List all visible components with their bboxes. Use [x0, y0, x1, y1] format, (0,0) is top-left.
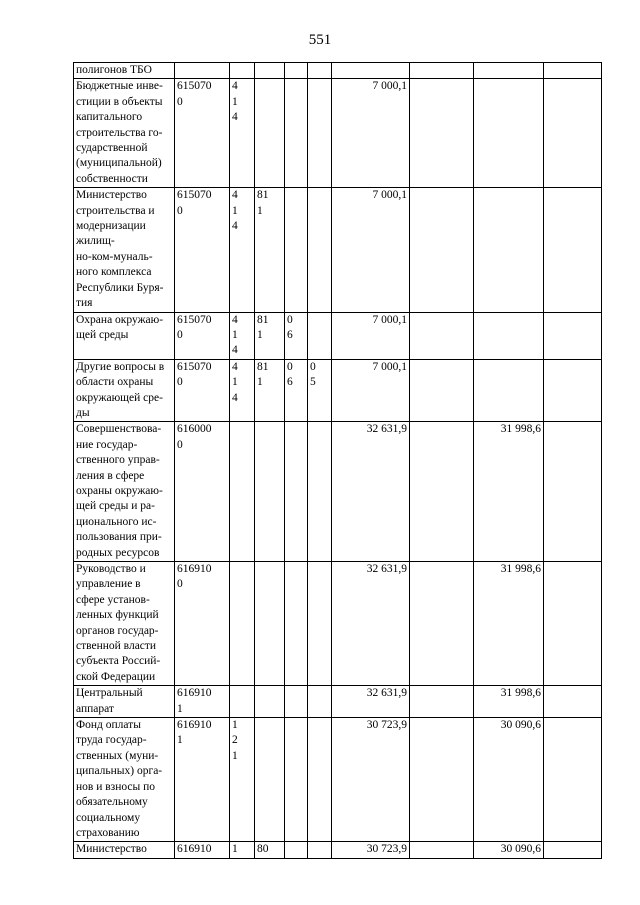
amount-year1-cell: 32 631,9 — [332, 562, 410, 686]
amount-year3-cell: 31 998,6 — [474, 422, 544, 562]
admin-code-cell: 81 1 — [255, 312, 285, 359]
amount-year2-cell — [410, 842, 474, 858]
expense-type-cell: 4 1 4 — [230, 312, 255, 359]
amount-year1-cell: 32 631,9 — [332, 422, 410, 562]
subsection-cell — [308, 562, 332, 686]
row-name-cell: Фонд оплаты труда государ- ственных (муни- ципальных) орга- нов и взносы по обязательному социальному страхованию — [74, 718, 175, 842]
section-cell — [285, 686, 308, 718]
amount-year1-cell: 7 000,1 — [332, 188, 410, 312]
expense-type-cell — [230, 422, 255, 562]
target-code-cell: 615070 0 — [175, 188, 230, 312]
row-name-cell: Охрана окружаю- щей среды — [74, 312, 175, 359]
subsection-cell — [308, 63, 332, 79]
row-name-cell: Бюджетные инве- стиции в объекты капитального строительства го- сударственной (муниципальной) собственности — [74, 79, 175, 188]
table-row — [74, 686, 602, 718]
table-row — [74, 842, 602, 858]
row-name-cell: полигонов ТБО — [74, 63, 175, 79]
amount-year3-cell: 30 090,6 — [474, 718, 544, 842]
amount-year3-cell — [474, 359, 544, 422]
section-cell — [285, 188, 308, 312]
target-code-cell: 616910 0 — [175, 562, 230, 686]
amount-year1-cell: 7 000,1 — [332, 359, 410, 422]
amount-year4-cell — [544, 422, 602, 562]
amount-year1-cell: 30 723,9 — [332, 842, 410, 858]
amount-year1-cell: 32 631,9 — [332, 686, 410, 718]
row-name-cell: Министерство строительства и модернизации жилищ- но-ком-муналь- ного комплекса Республики Буря- тия — [74, 188, 175, 312]
target-code-cell: 616910 1 — [175, 686, 230, 718]
amount-year2-cell — [410, 188, 474, 312]
table-row — [74, 718, 602, 842]
admin-code-cell — [255, 79, 285, 188]
amount-year2-cell — [410, 686, 474, 718]
admin-code-cell: 81 1 — [255, 359, 285, 422]
amount-year4-cell — [544, 79, 602, 188]
admin-code-cell: 80 — [255, 842, 285, 858]
target-code-cell: 615070 0 — [175, 312, 230, 359]
amount-year4-cell — [544, 842, 602, 858]
table-row — [74, 312, 602, 359]
row-name-cell: Центральный аппарат — [74, 686, 175, 718]
amount-year1-cell: 7 000,1 — [332, 79, 410, 188]
row-name-cell: Другие вопросы в области охраны окружающей сре- ды — [74, 359, 175, 422]
row-name-cell: Руководство и управление в сфере установ- ленных функций органов государ- ственной власти субъекта Россий- ской Федерации — [74, 562, 175, 686]
amount-year2-cell — [410, 79, 474, 188]
subsection-cell — [308, 686, 332, 718]
expense-type-cell: 4 1 4 — [230, 359, 255, 422]
amount-year3-cell: 31 998,6 — [474, 686, 544, 718]
amount-year4-cell — [544, 686, 602, 718]
amount-year3-cell — [474, 79, 544, 188]
amount-year4-cell — [544, 188, 602, 312]
subsection-cell — [308, 312, 332, 359]
expense-type-cell — [230, 686, 255, 718]
amount-year2-cell — [410, 562, 474, 686]
expense-type-cell: 1 2 1 — [230, 718, 255, 842]
expense-type-cell: 4 1 4 — [230, 188, 255, 312]
amount-year4-cell — [544, 63, 602, 79]
subsection-cell — [308, 79, 332, 188]
subsection-cell — [308, 842, 332, 858]
subsection-cell — [308, 718, 332, 842]
section-cell — [285, 79, 308, 188]
subsection-cell — [308, 188, 332, 312]
amount-year4-cell — [544, 312, 602, 359]
table-row — [74, 562, 602, 686]
admin-code-cell — [255, 686, 285, 718]
target-code-cell: 615070 0 — [175, 359, 230, 422]
table-row — [74, 359, 602, 422]
expense-type-cell — [230, 562, 255, 686]
admin-code-cell: 81 1 — [255, 188, 285, 312]
amount-year3-cell: 30 090,6 — [474, 842, 544, 858]
amount-year3-cell — [474, 63, 544, 79]
amount-year2-cell — [410, 359, 474, 422]
table-row — [74, 79, 602, 188]
amount-year3-cell — [474, 312, 544, 359]
amount-year3-cell — [474, 188, 544, 312]
section-cell — [285, 842, 308, 858]
section-cell: 0 6 — [285, 312, 308, 359]
row-name-cell: Министерство — [74, 842, 175, 858]
section-cell — [285, 718, 308, 842]
amount-year4-cell — [544, 562, 602, 686]
expense-type-cell: 1 — [230, 842, 255, 858]
amount-year2-cell — [410, 312, 474, 359]
amount-year2-cell — [410, 63, 474, 79]
expense-type-cell — [230, 63, 255, 79]
amount-year4-cell — [544, 718, 602, 842]
target-code-cell: 616000 0 — [175, 422, 230, 562]
table-body — [74, 63, 602, 859]
section-cell — [285, 422, 308, 562]
table-row — [74, 63, 602, 79]
page-number: 551 — [308, 32, 332, 48]
section-cell — [285, 63, 308, 79]
target-code-cell: 615070 0 — [175, 79, 230, 188]
amount-year3-cell: 31 998,6 — [474, 562, 544, 686]
admin-code-cell — [255, 63, 285, 79]
admin-code-cell — [255, 718, 285, 842]
amount-year1-cell: 30 723,9 — [332, 718, 410, 842]
subsection-cell: 0 5 — [308, 359, 332, 422]
table-row — [74, 188, 602, 312]
section-cell — [285, 562, 308, 686]
section-cell: 0 6 — [285, 359, 308, 422]
admin-code-cell — [255, 422, 285, 562]
amount-year4-cell — [544, 359, 602, 422]
table-row — [74, 422, 602, 562]
subsection-cell — [308, 422, 332, 562]
target-code-cell: 616910 1 — [175, 718, 230, 842]
target-code-cell — [175, 63, 230, 79]
expense-type-cell: 4 1 4 — [230, 79, 255, 188]
target-code-cell: 616910 — [175, 842, 230, 858]
amount-year1-cell: 7 000,1 — [332, 312, 410, 359]
amount-year2-cell — [410, 718, 474, 842]
budget-table — [73, 62, 602, 859]
amount-year2-cell — [410, 422, 474, 562]
amount-year1-cell — [332, 63, 410, 79]
admin-code-cell — [255, 562, 285, 686]
row-name-cell: Совершенствова- ние государ- ственного управ- ления в сфере охраны окружаю- щей среды и ра- ционального ис- пользования при- родных ресурсов — [74, 422, 175, 562]
